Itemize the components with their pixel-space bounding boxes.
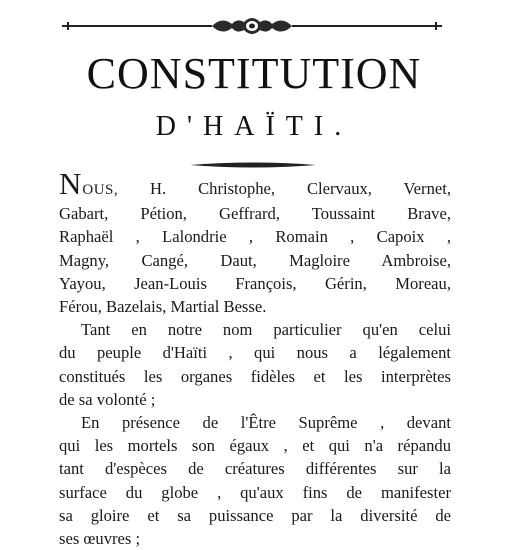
document-body <box>59 166 451 550</box>
drop-cap-rest: OUS, <box>82 182 119 198</box>
preamble-line: Férou, Bazelais, Martial Besse. <box>59 297 267 317</box>
paragraph-line: surface du globe , qu'aux fins de manifester <box>59 482 451 502</box>
paragraph-line: En présence de l'Être Suprême , devant <box>81 413 451 433</box>
paragraph-line: constitués les organes fidèles et les interprètes <box>59 366 451 386</box>
preamble-line: Yayou, Jean-Louis François, Gérin, Moreau, <box>59 273 451 293</box>
preamble-line: Raphaël , Lalondrie , Romain , Capoix , <box>59 227 451 247</box>
paragraph-line: sa gloire et sa puissance par la diversité de <box>59 505 451 525</box>
paragraph-line: tant d'espèces de créatures différentes sur la <box>59 459 451 479</box>
divider-rule <box>190 161 316 169</box>
preamble-line: Magny, Cangé, Daut, Magloire Ambroise, <box>59 250 451 270</box>
document-title: CONSTITUTION <box>86 49 422 98</box>
paragraph-line: de sa volonté ; <box>59 389 156 409</box>
preamble-line-text: H. Christophe, Clervaux, Vernet, <box>118 179 451 198</box>
paragraph-line: qui les mortels son égaux , et qui n'a répandu <box>59 436 451 456</box>
drop-cap: N <box>59 166 83 201</box>
ornament-header-icon <box>62 12 442 40</box>
paragraph-line: ses œuvres ; <box>59 529 141 549</box>
document-subtitle: D'HAÏTI. <box>155 111 353 142</box>
preamble-line <box>59 166 451 202</box>
paragraph-line: Tant en notre nom particulier qu'en celui <box>81 320 451 340</box>
paragraph-line: du peuple d'Haïti , qui nous a légalement <box>59 343 451 363</box>
preamble-line: Gabart, Pétion, Geffrard, Toussaint Brave, <box>59 204 451 224</box>
